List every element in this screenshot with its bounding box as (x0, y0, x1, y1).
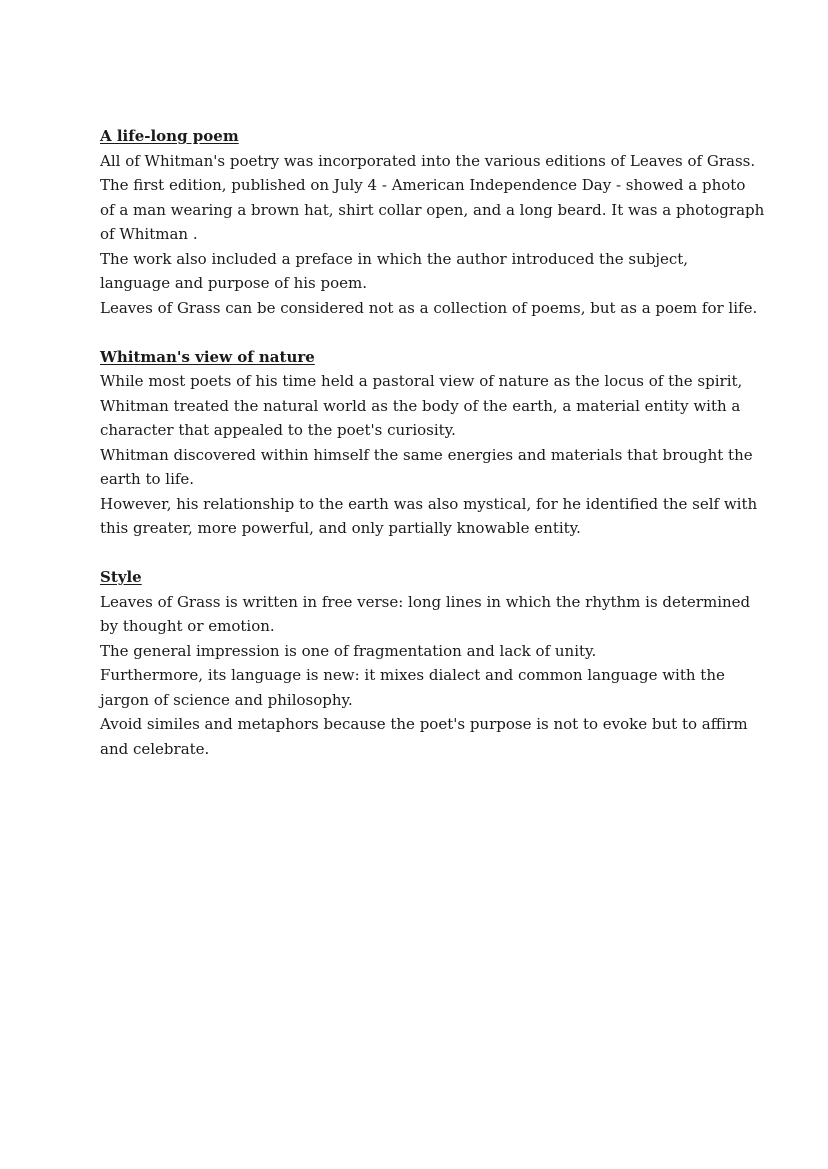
section-view-of-nature (100, 345, 758, 541)
text-line: language and purpose of his poem. (100, 274, 368, 292)
section-heading: A life-long poem (100, 127, 239, 145)
text-line: Furthermore, its language is new: it mixes dialect and common language with the (100, 666, 725, 684)
text-line: While most poets of his time held a pastoral view of nature as the locus of the spirit, (100, 372, 743, 390)
document-page (100, 124, 765, 786)
text-line: of a man wearing a brown hat, shirt collar open, and a long beard. It was a photograph (100, 200, 765, 219)
section-life-long-poem (100, 124, 765, 320)
text-line: However, his relationship to the earth was also mystical, for he identified the self with (100, 494, 758, 513)
text-line: All of Whitman's poetry was incorporated into the various editions of Leaves of Grass. (100, 151, 756, 170)
text-line: The general impression is one of fragmentation and lack of unity. (100, 641, 597, 660)
section-heading: Whitman's view of nature (100, 347, 315, 366)
text-line: Whitman discovered within himself the same energies and materials that brought the (100, 445, 753, 464)
text-line: The work also included a preface in which the author introduced the subject, (100, 249, 689, 268)
text-line: and celebrate. (100, 739, 210, 758)
text-line: The first edition, published on July 4 - American Independence Day - showed a photo (100, 176, 746, 194)
text-line: Leaves of Grass is written in free verse: long lines in which the rhythm is determined (100, 592, 751, 611)
text-line: of Whitman . (100, 225, 198, 243)
text-line: Whitman treated the natural world as the body of the earth, a material entity with a (100, 396, 741, 415)
text-line: Avoid similes and metaphors because the poet's purpose is not to evoke but to affirm (100, 715, 748, 733)
text-line: earth to life. (100, 470, 195, 488)
text-line: Leaves of Grass can be considered not as a collection of poems, but as a poem for life. (100, 298, 758, 317)
text-line: jargon of science and philosophy. (100, 690, 353, 709)
text-line: by thought or emotion. (100, 617, 275, 635)
section-style (100, 565, 751, 761)
text-line: character that appealed to the poet's curiosity. (100, 421, 456, 439)
text-line: this greater, more powerful, and only partially knowable entity. (100, 519, 581, 537)
section-heading: Style (100, 568, 142, 586)
